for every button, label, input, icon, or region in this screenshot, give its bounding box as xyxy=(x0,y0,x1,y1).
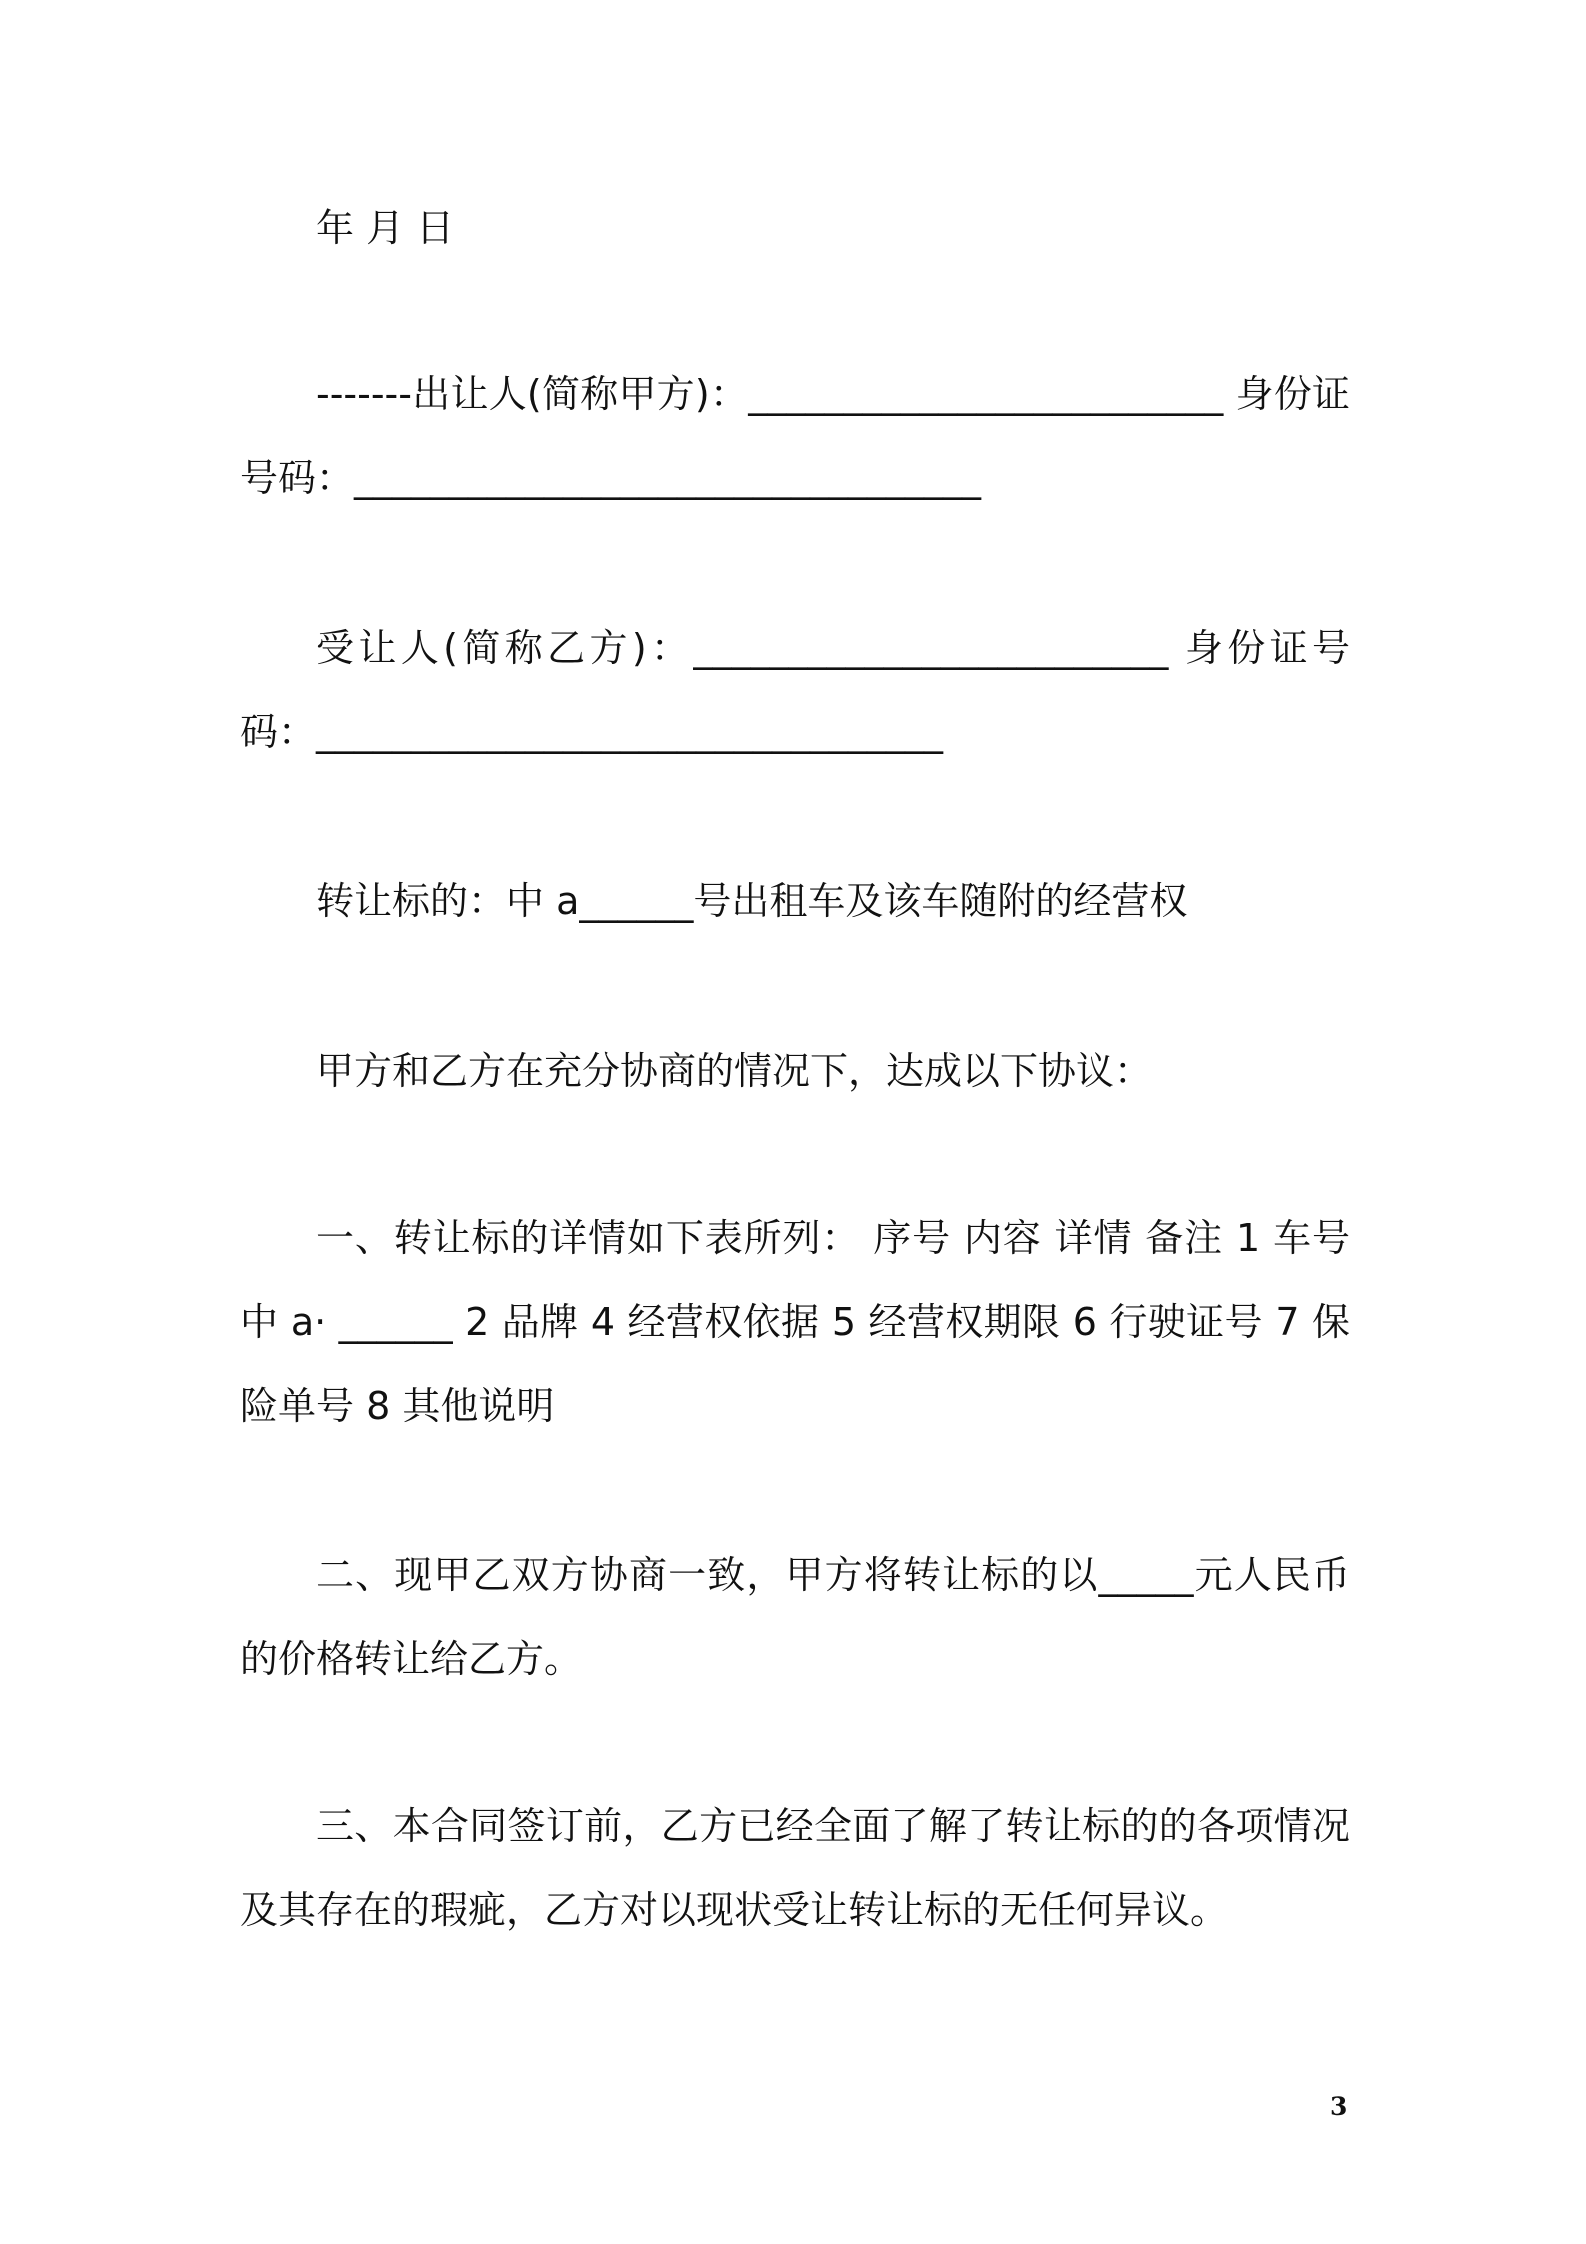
transfer-subject: 转让标的：中 a______号出租车及该车随附的经营权 xyxy=(316,879,1188,923)
date-line: 年 月 日 xyxy=(316,206,455,250)
transferor-line: -------出让人(简称甲方)：_________________________ 身份证号码：_________________________________ xyxy=(240,372,1350,500)
clause-1: 一、转让标的详情如下表所列： 序号 内容 详情 备注 1 车号 中 a· ______ 2 品牌 4 经营权依据 5 经营权期限 6 行驶证号 7 保险单号 8 其他说明 xyxy=(240,1216,1363,1428)
preamble: 甲方和乙方在充分协商的情况下，达成以下协议： xyxy=(316,1049,1153,1093)
page-number: 3 xyxy=(1330,2092,1348,2121)
transferee-line: 受让人(简称乙方)：_________________________ 身份证号码：_________________________________ xyxy=(240,626,1350,754)
clause-3: 三、本合同签订前，乙方已经全面了解了转让标的的各项情况及其存在的瑕疵，乙方对以现状受让转让标的无任何异议。 xyxy=(240,1804,1350,1932)
clause-2: 二、现甲乙双方协商一致，甲方将转让标的以_____元人民币的价格转让给乙方。 xyxy=(240,1553,1350,1681)
